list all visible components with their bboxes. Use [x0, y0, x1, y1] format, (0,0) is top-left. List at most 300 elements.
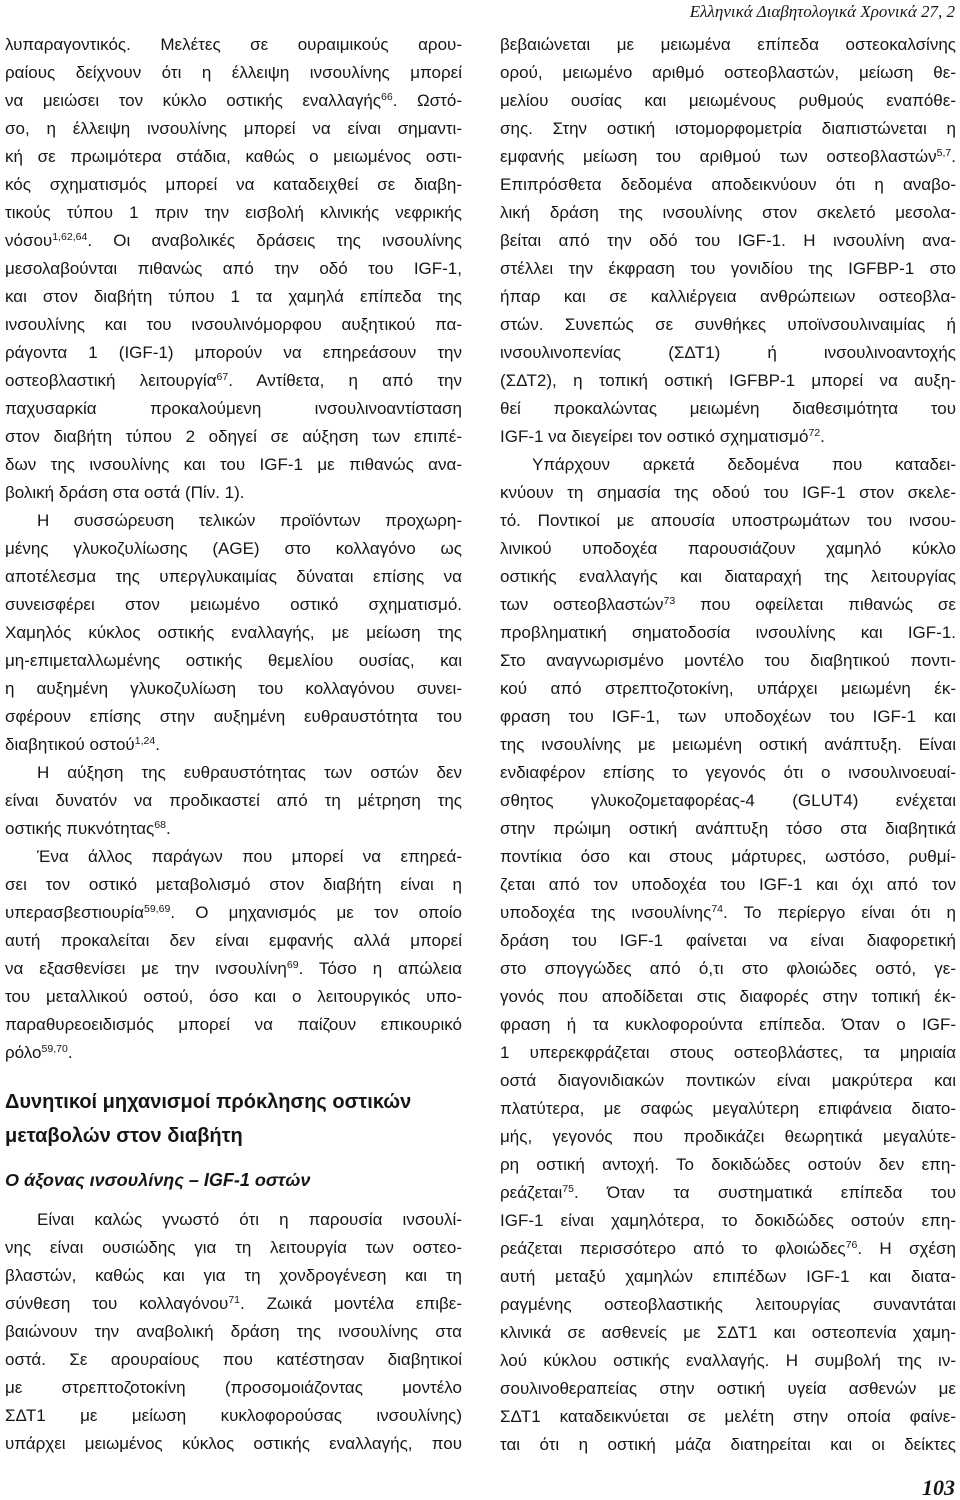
text-run: . Τόσο η απώλεια: [298, 959, 462, 978]
text-line-content: [500, 955, 956, 983]
reference-superscript: 67: [216, 371, 229, 384]
text-line: [500, 927, 956, 955]
text-run: Είναι καλώς γνωστό ότι η παρουσία ινσουλί-: [37, 1210, 462, 1229]
text-line: [500, 563, 956, 591]
text-line: [5, 983, 462, 1011]
text-line-content: [5, 283, 462, 311]
text-line: [500, 843, 956, 871]
text-run: ζεται από τον υποδοχέα του IGF-1 και όχι από τον: [500, 875, 956, 894]
reference-superscript: 74: [711, 903, 724, 916]
text-run: τό. Ποντικοί με απουσία υποστρωμάτων του ινσου-: [500, 511, 956, 530]
text-line-content: [5, 1262, 462, 1290]
text-line: [5, 143, 462, 171]
section-body: [5, 1206, 462, 1458]
text-line-content: [500, 1179, 956, 1207]
text-run: . Το περίεργο είναι ότι η: [723, 903, 956, 922]
text-line: [5, 787, 462, 815]
text-run: ορού, μειωμένο αριθμό οστεοβλαστών, μείωση θε-: [500, 63, 956, 82]
text-line-content: [500, 507, 956, 535]
text-line: [500, 395, 956, 423]
text-run: σθητος γλυκοζομεταφορέας-4 (GLUT4) ενέχεται: [500, 791, 956, 810]
text-run: Επιπρόσθετα δεδομένα αποδεικνύουν ότι η αναβο-: [500, 175, 956, 194]
text-run: σουλινοθεραπείας στην οστική υγεία ασθενών με: [500, 1379, 956, 1398]
text-line: [500, 675, 956, 703]
text-line-content: [5, 563, 462, 591]
text-line-content: [500, 871, 956, 899]
text-line: [500, 1151, 956, 1179]
page-number: 103: [922, 1475, 955, 1500]
text-line: [500, 311, 956, 339]
text-line: [500, 1067, 956, 1095]
text-line-content: [500, 1235, 956, 1263]
text-line-content: [5, 647, 462, 675]
text-run: σφέρουν επίσης στην αυξημένη ευθραυστότητα του: [5, 707, 462, 726]
reference-superscript: 59,69: [143, 903, 171, 916]
text-run: που οφείλεται πιθανώς σε: [675, 595, 956, 614]
text-line-content: [5, 1402, 462, 1430]
text-line-content: [500, 731, 956, 759]
text-line: [500, 339, 956, 367]
text-line: [5, 395, 462, 423]
text-run: της ινσουλίνης με μειωμένη οστική ανάπτυξη. Είναι: [500, 735, 956, 754]
text-line-content: [500, 1347, 956, 1375]
text-line: [500, 171, 956, 199]
reference-superscript: 76: [845, 1239, 858, 1252]
text-run: σύνθεση του κολλαγόνου: [5, 1294, 229, 1313]
text-line: [5, 1262, 462, 1290]
text-run: γονός που αποδίδεται στις διαφορές στην τοπική έκ-: [500, 987, 956, 1006]
text-run: κός σχηματισμός μπορεί να καταδειχθεί σε διαβη-: [5, 175, 462, 194]
text-run: παραθυρεοειδισμός μπορεί να παίζουν επικουρικό: [5, 1015, 462, 1034]
text-run: μη-επιμεταλλωμένης οστικής θεμελίου ουσίας, και: [5, 651, 462, 670]
text-line-content: [500, 59, 956, 87]
text-run: ινσουλίνης και του ινσουλινόμορφου αυξητικού πα-: [5, 315, 462, 334]
text-run: λού κύκλου οστικής εναλλαγής. Η συμβολή της ιν-: [500, 1351, 956, 1370]
text-line: [500, 731, 956, 759]
text-line-content: [5, 339, 462, 367]
text-run: ραγμένης οστεοβλαστικής λειτουργίας συναντάται: [500, 1295, 956, 1314]
text-run: μελίου ουσίας και μειωμένους ρυθμούς εναπόθε-: [500, 91, 956, 110]
text-line-content: [500, 1263, 956, 1291]
text-line: [500, 255, 956, 283]
text-line-content: [500, 815, 956, 843]
text-run: . Οι αναβολικές δράσεις της ινσουλίνης: [87, 231, 462, 250]
text-line: [500, 1235, 956, 1263]
reference-superscript: 66: [380, 91, 393, 104]
text-line: [5, 87, 462, 115]
text-run: ρεάζεται περισσότερο από το φλοιώδες: [500, 1239, 846, 1258]
text-line: [5, 1402, 462, 1430]
text-line: [500, 479, 956, 507]
text-run: νόσου: [5, 231, 53, 250]
text-line: [5, 731, 462, 759]
text-line: [5, 759, 462, 787]
text-run: βλαστών, καθώς και για τη χονδρογένεση και τη: [5, 1266, 462, 1285]
text-line-content: [37, 507, 462, 535]
text-line-content: [532, 451, 956, 479]
text-line: [5, 311, 462, 339]
text-line-content: [5, 1011, 462, 1039]
text-run: .: [155, 735, 160, 754]
text-run: ποντίκια όσο και στους μάρτυρες, ωστόσο, ρυθμί-: [500, 847, 956, 866]
text-line: [5, 899, 462, 927]
text-line-content: [5, 87, 462, 115]
paragraph: [5, 759, 462, 843]
text-run: . Όταν τα συστηματικά επίπεδα του: [573, 1183, 956, 1202]
text-line: [500, 1263, 956, 1291]
text-line-content: [5, 423, 462, 451]
text-run: τικούς τύπου 1 πριν την εισβολή κλινικής νεφρικής: [5, 203, 462, 222]
text-run: στο σπογγώδες από ό,τι στο φλοιώδες οστό, γε-: [500, 959, 956, 978]
text-line-content: [500, 171, 956, 199]
text-run: λική δράση της ινσουλίνης στον σκελετό μεσολα-: [500, 203, 956, 222]
text-line: [500, 703, 956, 731]
text-line-content: [500, 31, 956, 59]
text-line-content: [5, 983, 462, 1011]
text-line-content: [500, 199, 956, 227]
text-run: η αυξημένη γλυκοζυλίωση του κολλαγόνου συνει-: [5, 679, 462, 698]
text-line-content: [5, 171, 462, 199]
text-line: [5, 843, 462, 871]
text-line-content: [500, 535, 956, 563]
text-line-content: [500, 87, 956, 115]
text-run: και στον διαβήτη τύπου 1 τα χαμηλά επίπεδα της: [5, 287, 462, 306]
text-line: [500, 759, 956, 787]
text-run: Στο αναγνωρισμένο μοντέλο του διαβητικού ποντι-: [500, 651, 956, 670]
text-run: ΣΔΤ1 καταδεικνύεται σε μελέτη στην οποία φαίνε-: [500, 1407, 956, 1426]
text-line-content: [500, 143, 956, 171]
running-header: Ελληνικά Διαβητολογικά Χρονικά 27, 2: [689, 2, 955, 21]
text-run: θεί προκαλώντας μειωμένη διαθεσιμότητα του: [500, 399, 956, 418]
text-run: υπάρχει μειωμένος κύκλος οστικής εναλλαγής, που: [5, 1434, 462, 1453]
text-line: [500, 815, 956, 843]
text-run: IGF-1 είναι χαμηλότερα, το δοκιδώδες οστούν επη-: [500, 1211, 956, 1230]
text-line-content: [500, 339, 956, 367]
text-run: φραση του IGF-1, των υποδοχέων του IGF-1 και: [500, 707, 956, 726]
text-line: [500, 899, 956, 927]
text-line-content: [5, 1346, 462, 1374]
text-line: [500, 227, 956, 255]
text-line-content: [500, 983, 956, 1011]
text-line-content: [500, 395, 956, 423]
text-line-content: [500, 311, 956, 339]
text-run: βολική δράση στα οστά (Πίν. 1).: [5, 483, 245, 502]
text-run: .: [67, 1043, 73, 1062]
text-line: [5, 171, 462, 199]
text-run: μής, γεγονός που προδικάζει θεωρητικά μεγαλύτε-: [500, 1127, 956, 1146]
text-run: εμφανής μείωση του αριθμού των οστεοβλαστών: [500, 147, 937, 166]
text-line: [5, 955, 462, 983]
text-line-content: [5, 535, 462, 563]
paragraph: [5, 507, 462, 759]
text-run: οστά διαγονιδιακών ποντικών είναι μακρύτερα και: [500, 1071, 956, 1090]
text-run: αυτή προκαλείται δεν είναι εμφανής αλλά μπορεί: [5, 931, 462, 950]
text-line-content: [500, 899, 956, 927]
text-line-content: [5, 115, 462, 143]
text-line: [500, 1291, 956, 1319]
text-line-content: [5, 143, 462, 171]
text-line-content: [5, 367, 462, 395]
text-line: [5, 199, 462, 227]
text-line: [5, 871, 462, 899]
text-line-content: [500, 563, 956, 591]
text-run: οστά. Σε αρουραίους που κατέστησαν διαβητικοί: [5, 1350, 462, 1369]
text-run: μένης γλυκοζυλίωσης (AGE) στο κολλαγόνο ως: [5, 539, 462, 558]
text-line-content: [5, 59, 462, 87]
text-line: [5, 1039, 462, 1067]
text-line: [500, 1039, 956, 1067]
text-line: [5, 647, 462, 675]
text-run: ται ότι η οστική μάζα διατηρείται και οι δείκτες: [500, 1435, 956, 1454]
text-line-content: [500, 787, 956, 815]
text-line: [5, 31, 462, 59]
text-line: [500, 535, 956, 563]
reference-superscript: 5,7: [936, 147, 952, 160]
text-line-content: [500, 1319, 956, 1347]
text-run: ρόλο: [5, 1043, 42, 1062]
text-line-content: [5, 675, 462, 703]
text-line: [500, 283, 956, 311]
left-column: [5, 31, 462, 1458]
text-line: [500, 87, 956, 115]
text-line: [5, 1318, 462, 1346]
text-line: [5, 1234, 462, 1262]
text-line-content: [5, 787, 462, 815]
text-run: ΣΔΤ1 με μείωση κυκλοφορούσας ινσουλίνης): [5, 1406, 462, 1425]
text-run: . Ζωικά μοντέλα επιβε-: [240, 1294, 462, 1313]
text-run: Χαμηλός κύκλος οστικής εναλλαγής, με μείωση της: [5, 623, 462, 642]
text-line-content: [5, 1290, 462, 1318]
text-line-content: [5, 899, 462, 927]
text-line-content: [500, 283, 956, 311]
text-run: ράγοντα 1 (IGF-1) μπορούν να επηρεάσουν την: [5, 343, 462, 362]
text-line: [5, 479, 462, 507]
text-line: [500, 115, 956, 143]
text-run: συνεισφέρει στον μειωμένο οστικό σχηματισμό.: [5, 595, 462, 614]
text-run: (ΣΔΤ2), η τοπική οστική IGFBP-1 μπορεί να αυξη-: [500, 371, 956, 390]
text-line: [500, 1403, 956, 1431]
paragraph: [5, 843, 462, 1067]
text-line-content: [37, 843, 462, 871]
text-line-content: [5, 479, 245, 507]
text-line: [5, 619, 462, 647]
text-run: βείται από την οδό του IGF-1. Η ινσουλίνη ανα-: [500, 231, 956, 250]
text-run: Υπάρχουν αρκετά δεδομένα που καταδει-: [532, 455, 956, 474]
text-line: [5, 591, 462, 619]
text-run: ινσουλινοπενίας (ΣΔΤ1) ή ινσουλινοαντοχής: [500, 343, 956, 362]
text-line-content: [5, 619, 462, 647]
text-run: βεβαιώνεται με μειωμένα επίπεδα οστεοκαλσίνης: [500, 35, 956, 54]
text-line: [5, 1430, 462, 1458]
text-line: [500, 1095, 956, 1123]
text-line: [5, 1290, 462, 1318]
text-line-content: [5, 1374, 462, 1402]
text-run: νης είναι ουσιώδης για τη λειτουργία των οστεο-: [5, 1238, 462, 1257]
text-line-content: [5, 1039, 73, 1067]
text-line-content: [500, 255, 956, 283]
reference-superscript: 73: [663, 595, 676, 608]
text-run: ρεάζεται: [500, 1183, 563, 1202]
text-line-content: [500, 843, 956, 871]
text-run: οστεοβλαστική λειτουργία: [5, 371, 217, 390]
text-run: πλατύτερα, με σαφώς μεγαλύτερη επιφάνεια διατο-: [500, 1099, 956, 1118]
text-run: υποδοχέα της ινσουλίνης: [500, 903, 712, 922]
text-line: [500, 647, 956, 675]
text-run: λινικού υποδοχέα παρουσιάζουν χαμηλό κύκλο: [500, 539, 956, 558]
text-run: κλινικά σε ασθενείς με ΣΔΤ1 και οστεοπενία χαμη-: [500, 1323, 956, 1342]
text-line: [500, 1123, 956, 1151]
text-line: [500, 423, 956, 451]
text-run: στών. Συνεπώς σε συνθήκες υποϊνσουλιναιμίας ή: [500, 315, 956, 334]
text-line-content: [500, 1123, 956, 1151]
reference-superscript: 68: [154, 819, 166, 832]
reference-superscript: 75: [562, 1183, 574, 1196]
text-run: αυτή μεταξύ χαμηλών επιπέδων IGF-1 και διατα-: [500, 1267, 956, 1286]
text-line-content: [5, 199, 462, 227]
text-run: Η συσσώρευση τελικών προϊόντων προχωρη-: [37, 511, 462, 530]
text-line-content: [5, 871, 462, 899]
text-line-content: [500, 591, 956, 619]
text-line: [500, 591, 956, 619]
text-run: Η αύξηση της ευθραυστότητας των οστών δεν: [37, 763, 462, 782]
text-run: . Η σχέση: [857, 1239, 957, 1258]
text-line: [5, 255, 462, 283]
text-line-content: [500, 1207, 956, 1235]
text-line-content: [500, 1011, 956, 1039]
text-line: [500, 1207, 956, 1235]
text-run: οστικής εναλλαγής και διαταραχή της λειτουργίας: [500, 567, 956, 586]
paragraph: [5, 31, 462, 507]
text-line: [500, 1375, 956, 1403]
text-run: να μειώσει τον κύκλο οστικής εναλλαγής: [5, 91, 381, 110]
text-run: φραση ή τα κυκλοφορούντα επίπεδα. Όταν ο IGF-: [500, 1015, 956, 1034]
text-line-content: [500, 675, 956, 703]
text-run: σης. Στην οστική ιστομορφομετρία διαπιστώνεται η: [500, 119, 956, 138]
text-run: με στρεπτοζοτοκίνη (προσομοιάζοντας μοντέλο: [5, 1378, 462, 1397]
text-run: σο, η έλλειψη ινσουλίνης μπορεί να είναι σημαντι-: [5, 119, 462, 138]
text-line: [5, 675, 462, 703]
text-run: οστικής πυκνότητας: [5, 819, 155, 838]
text-run: βαιώνουν την αναβολική δράση της ινσουλίνης στα: [5, 1322, 462, 1341]
text-run: .: [165, 819, 171, 838]
text-line-content: [5, 1430, 462, 1458]
text-line-content: [500, 1151, 956, 1179]
section-heading-line: μεταβολών στον διαβήτη: [5, 1125, 243, 1147]
text-line-content: [5, 311, 462, 339]
text-line: [5, 339, 462, 367]
text-run: . Ο μηχανισμός με τον οποίο: [170, 903, 462, 922]
text-run: ήπαρ και σε καλλιέργεια ανθρώπειων οστεοβλα-: [500, 287, 956, 306]
text-line-content: [500, 423, 825, 451]
text-line: [5, 283, 462, 311]
text-line: [5, 227, 462, 255]
text-line: [500, 983, 956, 1011]
text-line: [5, 535, 462, 563]
text-line-content: [5, 591, 462, 619]
text-run: σει τον οστικό μεταβολισμό στον διαβήτη είναι η: [5, 875, 462, 894]
text-line-content: [5, 703, 462, 731]
text-line-content: [5, 31, 462, 59]
text-line-content: [500, 367, 956, 395]
text-line: [500, 955, 956, 983]
text-line-content: [500, 1291, 956, 1319]
text-line-content: [500, 1067, 956, 1095]
text-run: διαβητικού οστού: [5, 735, 135, 754]
text-line: [500, 143, 956, 171]
text-line-content: [37, 1206, 462, 1234]
text-line-content: [500, 1039, 956, 1067]
text-run: Ένα άλλος παράγων που μπορεί να επηρεά-: [37, 847, 462, 866]
reference-superscript: 1,62,64: [52, 231, 88, 244]
text-run: . Αντίθετα, η από την: [228, 371, 462, 390]
text-run: κή σε πρωιμότερα στάδια, καθώς ο μειωμένος οστι-: [5, 147, 462, 166]
text-line-content: [500, 479, 956, 507]
text-line-content: [37, 759, 462, 787]
text-run: .: [820, 427, 825, 446]
section-heading-line: Δυνητικοί μηχανισμοί πρόκλησης οστικών: [5, 1091, 412, 1113]
text-line-content: [5, 1234, 462, 1262]
text-line-content: [500, 759, 956, 787]
text-line: [500, 507, 956, 535]
text-line-content: [500, 1375, 956, 1403]
text-line: [5, 1206, 462, 1234]
text-line-content: [500, 927, 956, 955]
text-line-content: [5, 227, 462, 255]
text-run: .: [951, 147, 956, 166]
text-line: [500, 31, 956, 59]
text-line-content: [500, 647, 956, 675]
text-line-content: [5, 927, 462, 955]
reference-superscript: 71: [228, 1294, 241, 1307]
paragraph: [500, 31, 956, 451]
text-line: [5, 563, 462, 591]
text-run: είναι δυνατόν να προδικαστεί από τη μέτρηση της: [5, 791, 462, 810]
paragraph: [5, 1206, 462, 1458]
text-line: [500, 367, 956, 395]
text-run: λυπαραγοντικός. Μελέτες σε ουραιμικούς αρου-: [5, 35, 462, 54]
text-line: [500, 1431, 956, 1459]
reference-superscript: 72: [808, 427, 821, 440]
text-line: [5, 507, 462, 535]
text-line: [5, 451, 462, 479]
text-line-content: [500, 619, 956, 647]
text-run: προβληματική σηματοδοσία ινσουλίνης και IGF-1.: [500, 623, 956, 642]
text-run: κνύουν τη σημασία της οδού του IGF-1 στον σκελε-: [500, 483, 956, 502]
text-line: [5, 1374, 462, 1402]
text-line: [5, 59, 462, 87]
text-line: [5, 815, 462, 843]
text-line: [5, 1346, 462, 1374]
text-line-content: [5, 731, 160, 759]
text-run: των οστεοβλαστών: [500, 595, 664, 614]
text-line-content: [500, 703, 956, 731]
text-run: παχυσαρκία προκαλούμενη ινσουλινοαντίσταση: [5, 399, 462, 418]
text-run: στον διαβήτη τύπου 2 οδηγεί σε αύξηση των επιπέ-: [5, 427, 462, 446]
text-line-content: [5, 395, 462, 423]
text-line-content: [500, 1403, 956, 1431]
paragraph: [500, 451, 956, 1459]
text-run: στην πρώιμη οστική ανάπτυξη τόσο στα διαβητικά: [500, 819, 956, 838]
reference-superscript: 69: [286, 959, 299, 972]
text-line: [500, 871, 956, 899]
text-line: [5, 423, 462, 451]
text-line: [500, 619, 956, 647]
text-line: [5, 703, 462, 731]
text-run: αποτέλεσμα της υπεργλυκαιμίας δύναται επίσης να: [5, 567, 462, 586]
text-line-content: [5, 815, 171, 843]
text-line-content: [5, 1318, 462, 1346]
text-line: [500, 199, 956, 227]
